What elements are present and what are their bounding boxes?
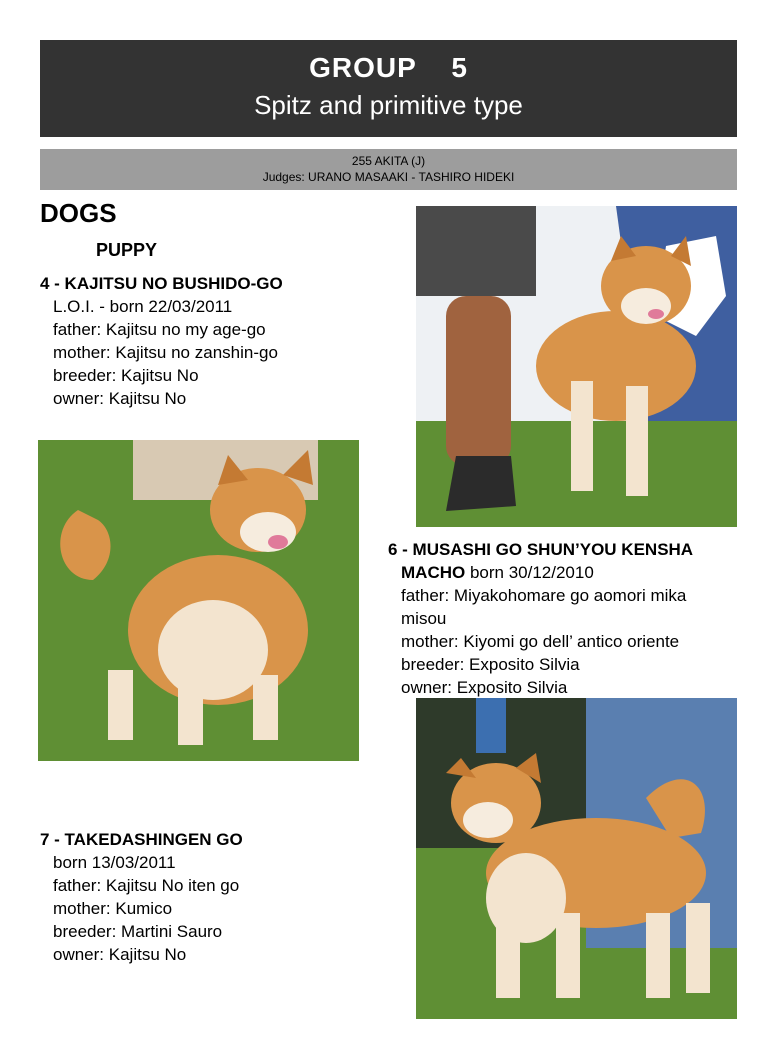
group-title: GROUP 5 [309,52,468,83]
entry-line: father: Kajitsu no my age-go [53,320,266,339]
entry-line: misou [401,609,447,628]
dog-photo-entry-4 [38,440,359,761]
entry-line: mother: Kiyomi go dell’ antico oriente [401,632,680,651]
entry-title-continued: MACHO [401,563,466,582]
entry-6 [388,538,693,699]
section-title: DOGS [40,198,117,228]
entry-line: mother: Kajitsu no zanshin-go [53,343,278,362]
entry-line: owner: Kajitsu No [53,389,187,408]
class-title: PUPPY [96,240,158,260]
entry-line: owner: Exposito Silvia [401,678,568,697]
entry-4 [40,272,283,410]
dog-photo-entry-6 [416,206,737,527]
entry-title: 7 - TAKEDASHINGEN GO [40,830,243,849]
entry-line: father: Kajitsu No iten go [53,876,240,895]
entry-born: born 30/12/2010 [465,563,594,582]
entry-line: owner: Kajitsu No [53,945,187,964]
breed-bar [40,149,737,190]
entry-line: father: Miyakohomare go aomori mika [401,586,687,605]
breed-name: 255 AKITA (J) [351,154,426,168]
entry-title: 4 - KAJITSU NO BUSHIDO-GO [40,274,283,293]
dog-photo-entry-7 [416,698,737,1019]
entry-title: 6 - MUSASHI GO SHUN’YOU KENSHA [388,540,694,559]
entry-line: breeder: Kajitsu No [53,366,199,385]
entry-line: L.O.I. - born 22/03/2011 [53,297,233,316]
entry-line: breeder: Exposito Silvia [401,655,580,674]
group-subtitle: Spitz and primitive type [254,90,523,120]
entry-7 [40,828,243,966]
group-header [40,40,737,137]
judges-line: Judges: URANO MASAAKI - TASHIRO HIDEKI [262,170,515,184]
entry-line: breeder: Martini Sauro [53,922,223,941]
entry-line: born 13/03/2011 [53,853,176,872]
entry-line: mother: Kumico [53,899,173,918]
